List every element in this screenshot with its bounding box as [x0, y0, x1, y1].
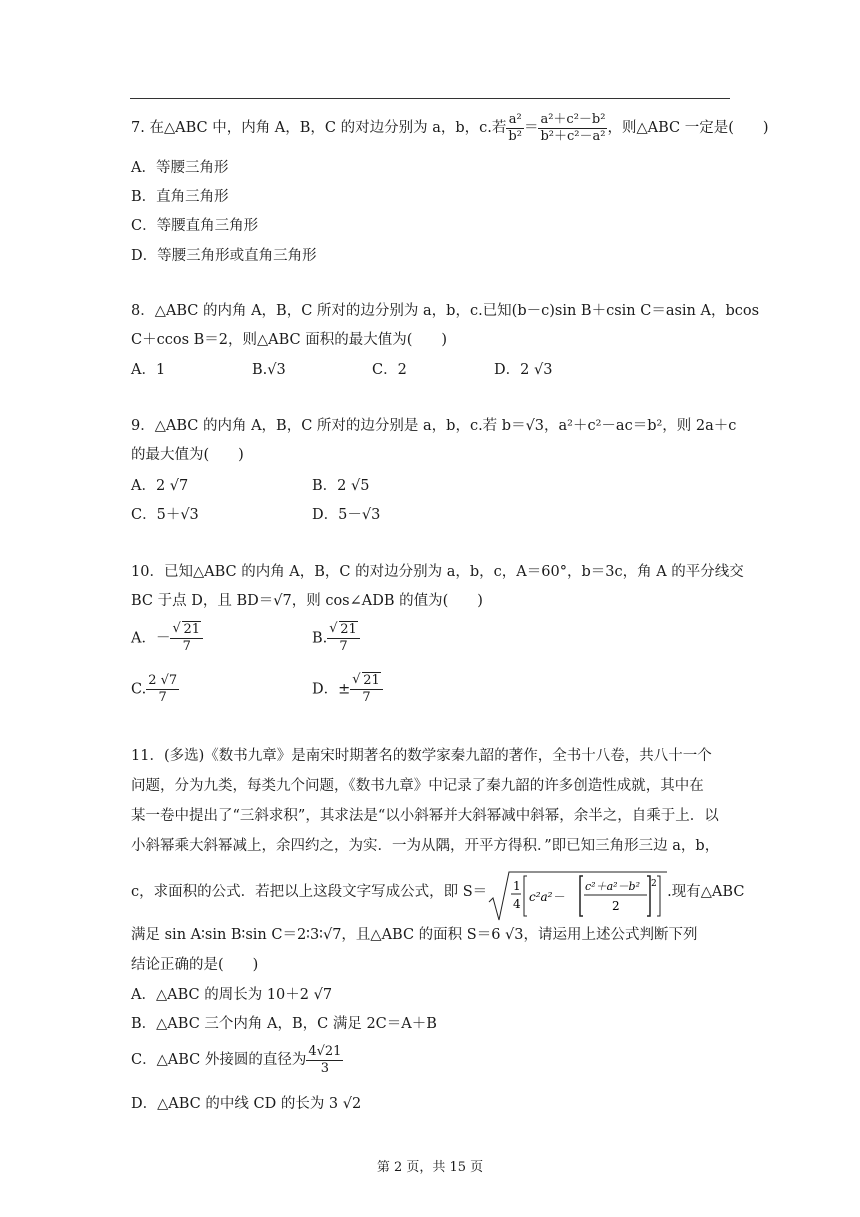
- q8-option-d[interactable]: D．2 √3: [494, 362, 553, 378]
- q11-option-d[interactable]: D．△ABC 的中线 CD 的长为 3 √2: [131, 1096, 362, 1112]
- q7-option-b[interactable]: B．直角三角形: [131, 189, 229, 205]
- question-11-line-6: 满足 sin A∶sin B∶sin C＝2∶3∶√7，且△ABC 的面积 S＝6 √3，请运用上述公式判断下列: [131, 927, 698, 943]
- header-rule: [130, 98, 730, 99]
- q7-option-a[interactable]: A．等腰三角形: [131, 160, 229, 176]
- q9-option-c[interactable]: C．5＋√3: [131, 507, 199, 523]
- q10-option-a[interactable]: A．－ √ $\frac{21}{7}$: [131, 622, 203, 655]
- question-7-stem: 7. 在△ABC 中，内角 A，B，C 的对边分别为 a，b，c.若 $\frac{\text{a²}}{\text{b²}}$ ＝ $\frac{\text{a²＋c²－b²}}{\text{b²＋c²－a²}}$ ，则△ABC 一定是( ): [131, 111, 769, 144]
- heron-qin-formula: [487, 866, 667, 918]
- q11-option-c[interactable]: C．△ABC 外接圆的直径为 $\frac{4√21}{3}$: [131, 1043, 342, 1076]
- q10-option-d[interactable]: D．± √ $\frac{21}{7}$: [312, 673, 383, 706]
- q11-option-b[interactable]: B．△ABC 三个内角 A，B，C 满足 2C＝A＋B: [131, 1016, 437, 1032]
- question-11-line-4: 小斜幂乘大斜幂减上，余四约之，为实．一为从隅，开平方得积．”即已知三角形三边 a，b，: [131, 838, 720, 854]
- fraction-a2-b2: $\frac{\text{a²}}{\text{b²}}$: [508, 111, 522, 144]
- question-11-line-1: 11．(多选)《数书九章》是南宋时期著名的数学家秦九韶的著作，全书十八卷，共八十一个: [131, 748, 712, 764]
- formula-square: 2: [651, 879, 657, 889]
- question-8-line-1: 8．△ABC 的内角 A，B，C 所对的边分别为 a，b，c.已知(b－c)sin B＋csin C＝asin A，bcos: [131, 303, 760, 319]
- page-footer: 第 2 页，共 15 页: [376, 1160, 484, 1175]
- question-11-line-3: 某一卷中提出了“三斜求积”，其求法是“以小斜幂并大斜幂减中斜幂，余半之，自乘于上．以: [131, 808, 719, 824]
- q10-option-b[interactable]: B. √ $\frac{21}{7}$: [312, 622, 360, 655]
- question-10-line-2: BC 于点 D，且 BD＝√7，则 cos∠ADB 的值为( ): [131, 593, 483, 609]
- formula-inner-den: 2: [612, 899, 620, 913]
- q10-option-c[interactable]: C. $\frac{2 √7}{7}$: [131, 673, 178, 705]
- question-11-line-2: 问题，分为九类，每类九个问题，《数书九章》中记录了秦九韶的许多创造性成就，其中在: [131, 778, 704, 794]
- q8-option-a[interactable]: A．1: [131, 362, 166, 378]
- q11-option-a[interactable]: A．△ABC 的周长为 10＋2 √7: [131, 987, 333, 1003]
- q9-option-a[interactable]: A．2 √7: [131, 478, 189, 494]
- q8-option-b[interactable]: B.√3: [252, 362, 286, 378]
- fraction-cosine-ratio: $\frac{\text{a²＋c²－b²}}{\text{b²＋c²－a²}}$: [540, 111, 606, 144]
- q9-option-d[interactable]: D．5－√3: [312, 507, 381, 523]
- formula-quarter-num: 1: [513, 879, 521, 893]
- q7-option-c[interactable]: C．等腰直角三角形: [131, 218, 259, 234]
- question-11-formula-line: c，求面积的公式．若把以上这段文字写成公式，即 S＝ 1 4 c²a²－ c²＋a²－b² 2 2 .现有△ABC: [131, 862, 744, 922]
- q8-option-c[interactable]: C．2: [372, 362, 407, 378]
- q7-option-d[interactable]: D．等腰三角形或直角三角形: [131, 248, 317, 264]
- q9-option-b[interactable]: B．2 √5: [312, 478, 370, 494]
- question-11-line-7: 结论正确的是( ): [131, 957, 259, 973]
- formula-middle: c²a²－: [529, 890, 565, 904]
- formula-quarter-den: 4: [513, 897, 521, 911]
- question-9-line-2: 的最大值为( ): [131, 447, 244, 463]
- question-8-line-2: C＋ccos B＝2，则△ABC 面积的最大值为( ): [131, 332, 448, 348]
- formula-inner-num: c²＋a²－b²: [585, 880, 641, 893]
- question-9-line-1: 9．△ABC 的内角 A，B，C 所对的边分别是 a，b，c.若 b＝√3，a²＋c²－ac＝b²，则 2a＋c: [131, 418, 737, 434]
- question-10-line-1: 10．已知△ABC 的内角 A，B，C 的对边分别为 a，b，c，A＝60°，b＝3c，角 A 的平分线交: [131, 564, 744, 580]
